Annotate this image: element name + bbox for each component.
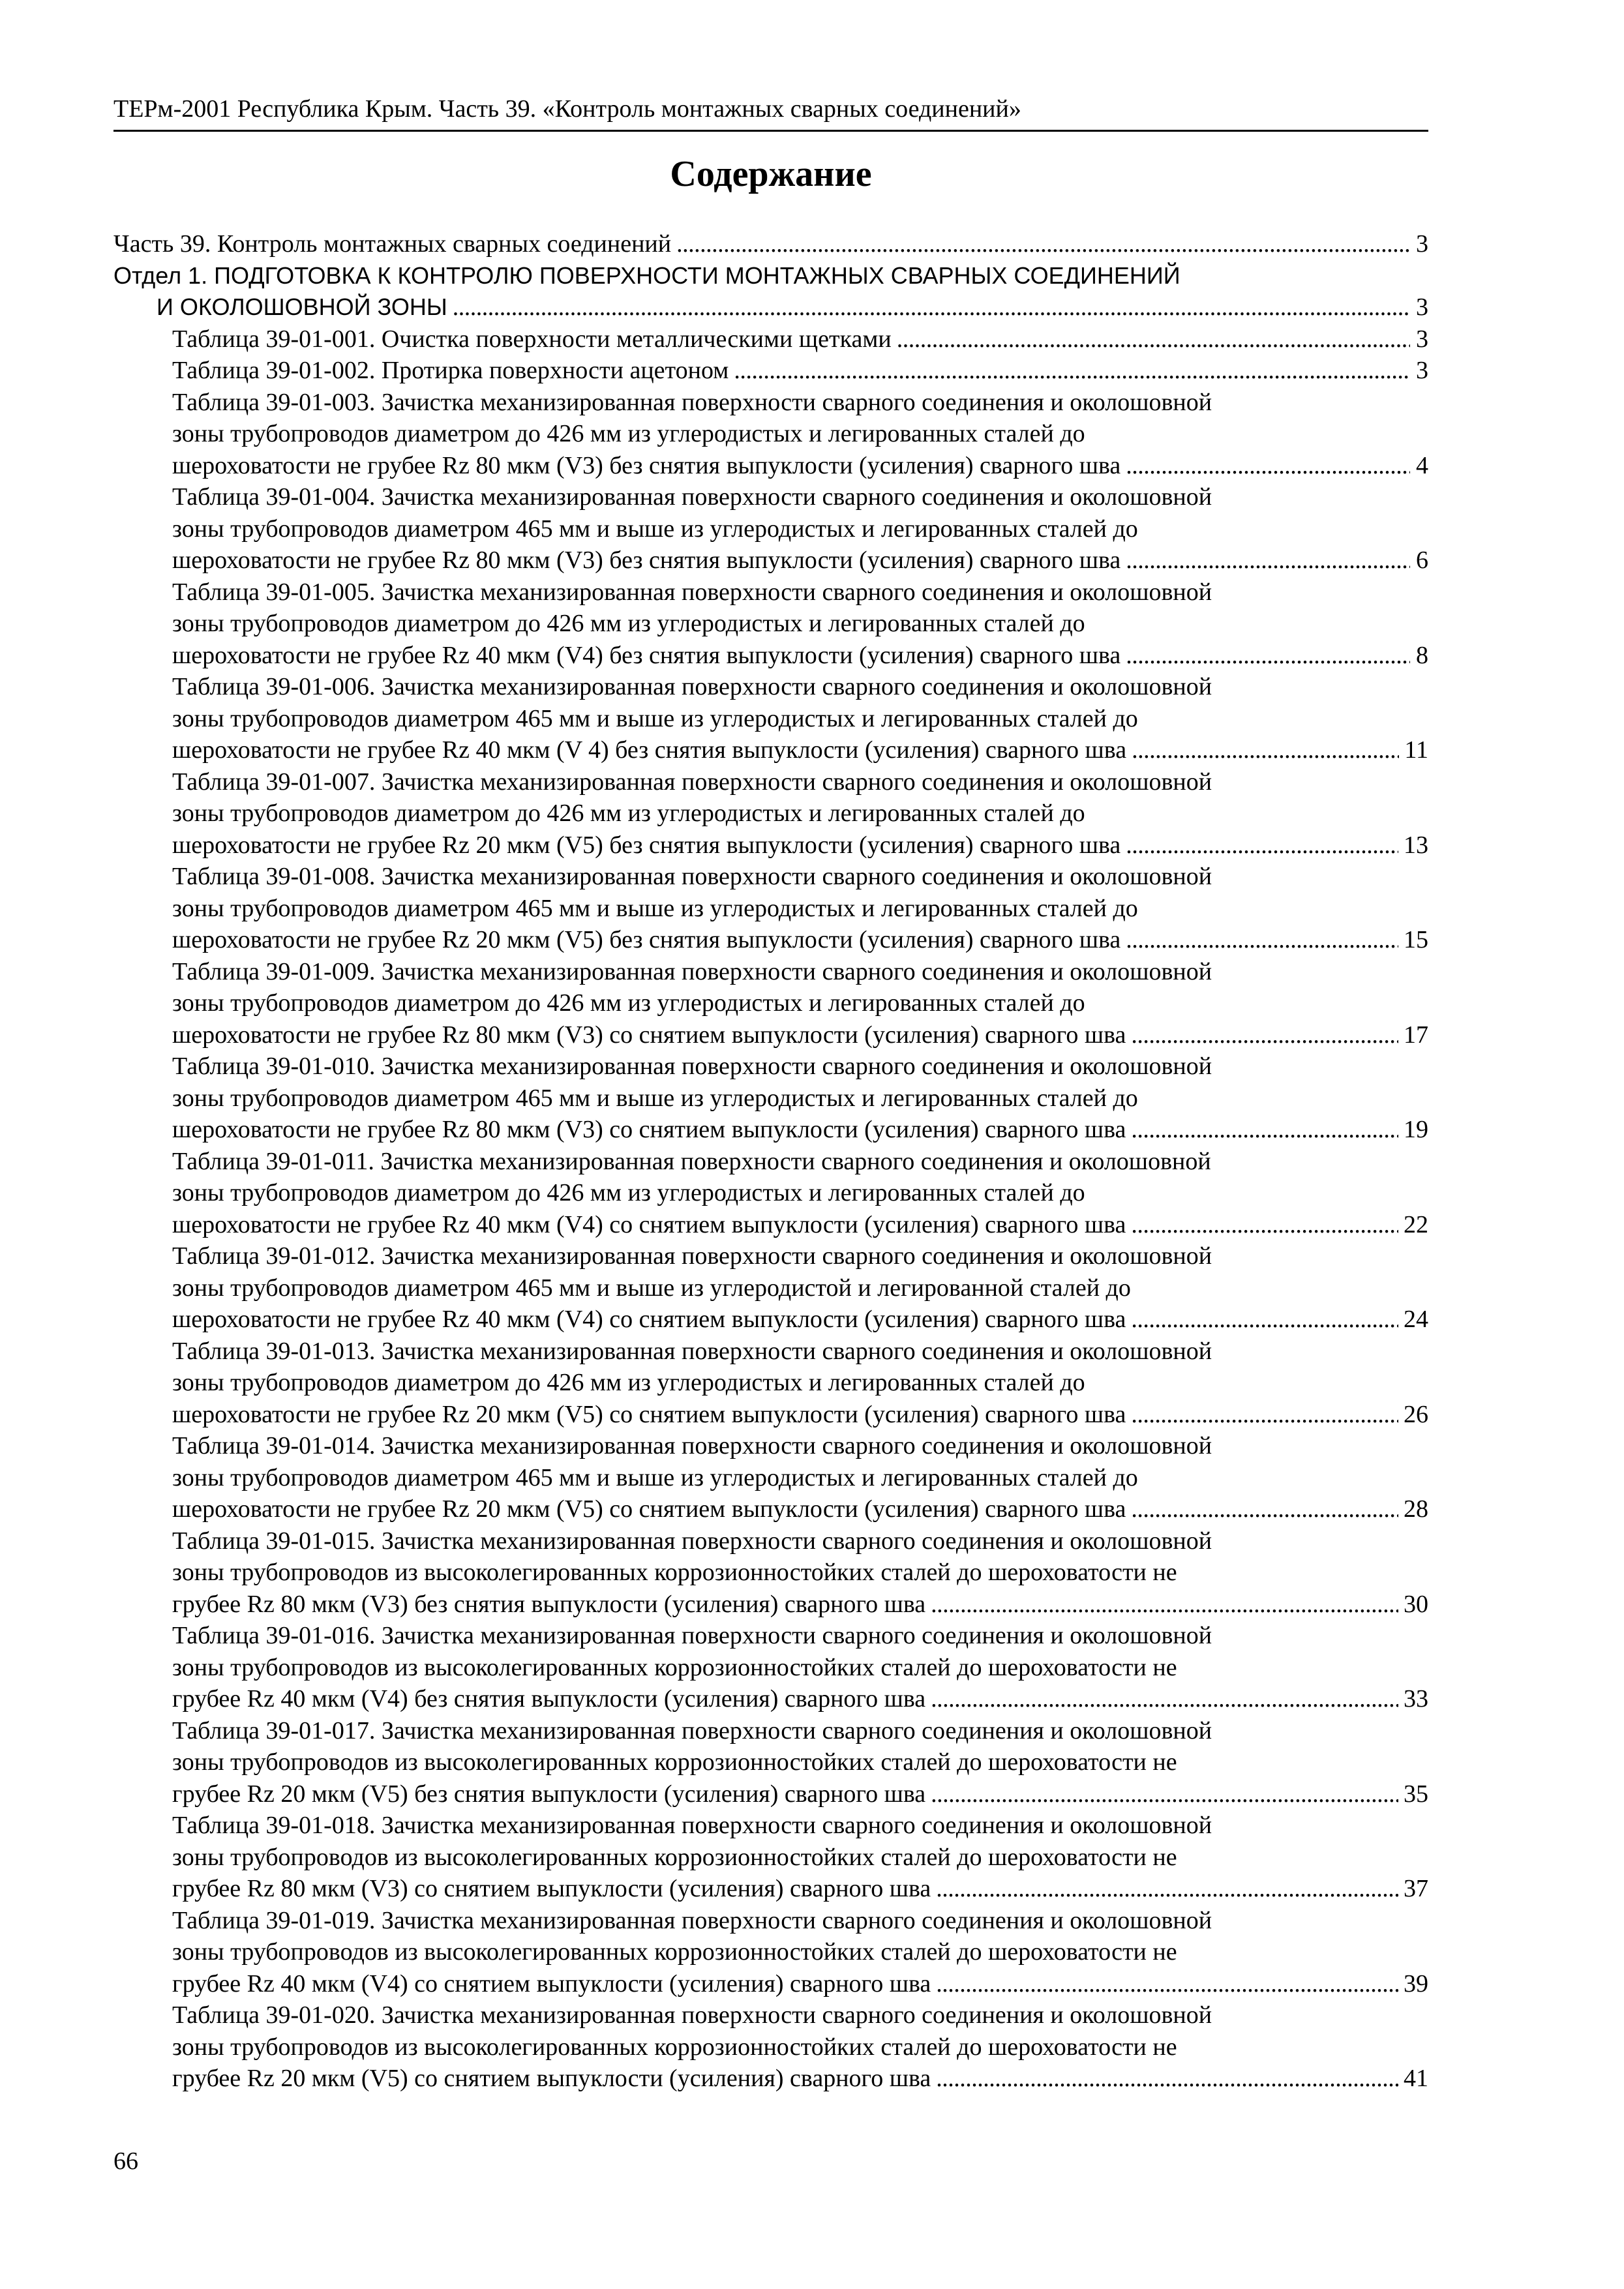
- toc-entry-text: зоны трубопроводов диаметром 465 мм и выше из углеродистой и легированной сталей до: [172, 1274, 1131, 1302]
- toc-entry[interactable]: [113, 1525, 1428, 1621]
- running-header: ТЕРм-2001 Республика Крым. Часть 39. «Контроль монтажных сварных соединений»: [113, 95, 1021, 123]
- toc-entry[interactable]: [113, 1051, 1428, 1146]
- toc-entry-text: зоны трубопроводов диаметром 465 мм и выше из углеродистых и легированных сталей до: [172, 894, 1138, 922]
- toc-entry[interactable]: [113, 1336, 1428, 1431]
- toc-entry-text: зоны трубопроводов диаметром до 426 мм из углеродистых и легированных сталей до: [172, 1179, 1085, 1206]
- toc-page-number: 22: [1404, 1210, 1428, 1238]
- toc-page-number: 24: [1404, 1306, 1428, 1333]
- table-of-contents: [113, 228, 1428, 2095]
- toc-entry-text: Таблица 39-01-002. Протирка поверхности ацетоном: [172, 357, 729, 384]
- toc-entry-text: Таблица 39-01-010. Зачистка механизированная поверхности сварного соединения и околошовной: [172, 1053, 1212, 1080]
- toc-entry-text: Таблица 39-01-016. Зачистка механизированная поверхности сварного соединения и околошовной: [172, 1622, 1212, 1649]
- toc-entry[interactable]: [113, 387, 1428, 482]
- toc-leader-dots: [936, 2063, 1398, 2095]
- toc-entry-text: Таблица 39-01-014. Зачистка механизированная поверхности сварного соединения и околошовной: [172, 1432, 1212, 1459]
- toc-entry-text: зоны трубопроводов из высоколегированных коррозионностойких сталей до шероховатости не: [172, 1748, 1177, 1776]
- toc-entry-text: Таблица 39-01-006. Зачистка механизированная поверхности сварного соединения и околошовной: [172, 673, 1212, 700]
- toc-page-number: 28: [1404, 1495, 1428, 1523]
- toc-entry-text: зоны трубопроводов диаметром до 426 мм из углеродистых и легированных сталей до: [172, 610, 1085, 637]
- toc-entry-text: грубее Rz 40 мкм (V4) без снятия выпуклости (усиления) сварного шва: [172, 1685, 926, 1713]
- toc-entry-text: грубее Rz 20 мкм (V5) без снятия выпуклости (усиления) сварного шва: [172, 1780, 926, 1808]
- toc-entry-text: шероховатости не грубее Rz 20 мкм (V5) без снятия выпуклости (усиления) сварного шва: [172, 831, 1121, 859]
- toc-leader-dots: [1131, 1399, 1398, 1431]
- header-rule: [113, 130, 1428, 132]
- toc-entry-text: зоны трубопроводов диаметром 465 мм и выше из углеродистых и легированных сталей до: [172, 704, 1138, 732]
- toc-page-number: 11: [1404, 736, 1428, 764]
- toc-entry-text: грубее Rz 20 мкм (V5) со снятием выпуклости (усиления) сварного шва: [172, 2065, 931, 2092]
- toc-entry-text: зоны трубопроводов диаметром 465 мм и выше из углеродистых и легированных сталей до: [172, 515, 1138, 543]
- toc-entry-text: шероховатости не грубее Rz 40 мкм (V4) со снятием выпуклости (усиления) сварного шва: [172, 1306, 1126, 1333]
- toc-leader-dots: [1131, 1304, 1398, 1336]
- toc-leader-dots: [1131, 1493, 1398, 1525]
- toc-entry-text: шероховатости не грубее Rz 80 мкм (V3) без снятия выпуклости (усиления) сварного шва: [172, 546, 1121, 574]
- toc-page-number: 17: [1404, 1021, 1428, 1049]
- toc-entry-text: Таблица 39-01-018. Зачистка механизированная поверхности сварного соединения и околошовной: [172, 1812, 1212, 1839]
- toc-entry[interactable]: [113, 1240, 1428, 1336]
- toc-entry-text: шероховатости не грубее Rz 80 мкм (V3) со снятием выпуклости (усиления) сварного шва: [172, 1116, 1126, 1143]
- toc-entry-text: зоны трубопроводов из высоколегированных коррозионностойких сталей до шероховатости не: [172, 1653, 1177, 1681]
- toc-entry[interactable]: [113, 228, 1428, 260]
- toc-entry-text: грубее Rz 40 мкм (V4) со снятием выпуклости (усиления) сварного шва: [172, 1969, 931, 1997]
- toc-leader-dots: [1126, 545, 1410, 576]
- toc-page-number: 37: [1404, 1875, 1428, 1902]
- toc-entry-text: Таблица 39-01-003. Зачистка механизированная поверхности сварного соединения и околошовной: [172, 388, 1212, 416]
- toc-entry-text: Таблица 39-01-004. Зачистка механизированная поверхности сварного соединения и околошовной: [172, 483, 1212, 511]
- toc-entry-text: зоны трубопроводов диаметром до 426 мм из углеродистых и легированных сталей до: [172, 420, 1085, 447]
- toc-entry[interactable]: [113, 861, 1428, 956]
- toc-entry-text: Таблица 39-01-012. Зачистка механизированная поверхности сварного соединения и околошовной: [172, 1242, 1212, 1270]
- toc-entry-text: Таблица 39-01-013. Зачистка механизированная поверхности сварного соединения и околошовной: [172, 1337, 1212, 1365]
- toc-entry-text: Таблица 39-01-009. Зачистка механизированная поверхности сварного соединения и околошовной: [172, 957, 1212, 985]
- toc-page-number: 3: [1416, 230, 1428, 258]
- page-title: Содержание: [670, 154, 872, 194]
- toc-page-number: 30: [1404, 1590, 1428, 1618]
- toc-entry-text: Таблица 39-01-015. Зачистка механизированная поверхности сварного соединения и околошовной: [172, 1527, 1212, 1555]
- toc-entry-text: зоны трубопроводов диаметром до 426 мм из углеродистых и легированных сталей до: [172, 800, 1085, 827]
- toc-page-number: 3: [1416, 357, 1428, 384]
- toc-entry-text: Таблица 39-01-008. Зачистка механизированная поверхности сварного соединения и околошовной: [172, 863, 1212, 890]
- toc-entry-text: шероховатости не грубее Rz 20 мкм (V5) без снятия выпуклости (усиления) сварного шва: [172, 926, 1121, 953]
- toc-page-number: 39: [1404, 1969, 1428, 1997]
- toc-entry-text: зоны трубопроводов диаметром 465 мм и выше из углеродистых и легированных сталей до: [172, 1463, 1138, 1491]
- toc-entry-text: шероховатости не грубее Rz 20 мкм (V5) со снятием выпуклости (усиления) сварного шва: [172, 1400, 1126, 1428]
- toc-page-number: 41: [1404, 2065, 1428, 2092]
- toc-entry-text: шероховатости не грубее Rz 80 мкм (V3) без снятия выпуклости (усиления) сварного шва: [172, 451, 1121, 479]
- toc-leader-dots: [1126, 450, 1410, 482]
- toc-entry[interactable]: [113, 956, 1428, 1051]
- toc-page-number: 3: [1416, 325, 1428, 353]
- toc-leader-dots: [1126, 640, 1410, 672]
- toc-entry-text: зоны трубопроводов из высоколегированных коррозионностойких сталей до шероховатости не: [172, 1938, 1177, 1966]
- toc-entry-text: зоны трубопроводов из высоколегированных коррозионностойких сталей до шероховатости не: [172, 1843, 1177, 1871]
- toc-entry-text: зоны трубопроводов диаметром до 426 мм из углеродистых и легированных сталей до: [172, 1369, 1085, 1396]
- toc-entry-text: Таблица 39-01-007. Зачистка механизированная поверхности сварного соединения и околошовной: [172, 768, 1212, 796]
- toc-entry-text: Таблица 39-01-020. Зачистка механизированная поверхности сварного соединения и околошовной: [172, 2001, 1212, 2029]
- toc-page-number: 6: [1416, 546, 1428, 574]
- toc-entry[interactable]: [113, 323, 1428, 355]
- toc-entry[interactable]: [113, 481, 1428, 576]
- toc-entry-text: Таблица 39-01-011. Зачистка механизированная поверхности сварного соединения и околошовной: [172, 1147, 1211, 1175]
- toc-entry[interactable]: [113, 260, 1428, 323]
- toc-leader-dots: [931, 1683, 1398, 1715]
- toc-leader-dots: [931, 1589, 1398, 1621]
- toc-leader-dots: [897, 323, 1410, 355]
- toc-page-number: 35: [1404, 1780, 1428, 1808]
- toc-leader-dots: [734, 355, 1410, 387]
- toc-entry-text: грубее Rz 80 мкм (V3) без снятия выпуклости (усиления) сварного шва: [172, 1590, 926, 1618]
- toc-entry-text: Таблица 39-01-001. Очистка поверхности металлическими щетками: [172, 325, 892, 353]
- toc-entry-text: шероховатости не грубее Rz 40 мкм (V 4) без снятия выпуклости (усиления) сварного шва: [172, 736, 1127, 764]
- toc-entry[interactable]: [113, 1810, 1428, 1905]
- toc-leader-dots: [936, 1968, 1398, 2000]
- toc-leader-dots: [676, 228, 1410, 260]
- toc-entry[interactable]: [113, 355, 1428, 387]
- toc-entry-text: грубее Rz 80 мкм (V3) со снятием выпуклости (усиления) сварного шва: [172, 1875, 931, 1902]
- toc-page-number: 3: [1416, 293, 1428, 321]
- toc-entry-text: И ОКОЛОШОВНОЙ ЗОНЫ: [157, 293, 447, 320]
- toc-page-number: 15: [1404, 926, 1428, 953]
- toc-leader-dots: [1131, 1209, 1398, 1241]
- toc-entry[interactable]: [113, 576, 1428, 672]
- toc-page-number: 13: [1404, 831, 1428, 859]
- toc-entry-text: шероховатости не грубее Rz 20 мкм (V5) со снятием выпуклости (усиления) сварного шва: [172, 1495, 1126, 1523]
- toc-entry[interactable]: [113, 1715, 1428, 1810]
- toc-entry[interactable]: [113, 1620, 1428, 1715]
- toc-entry-text: зоны трубопроводов диаметром 465 мм и выше из углеродистых и легированных сталей до: [172, 1084, 1138, 1112]
- toc-page-number: 19: [1404, 1116, 1428, 1143]
- toc-page-number: 4: [1416, 451, 1428, 479]
- toc-entry[interactable]: [113, 1430, 1428, 1525]
- toc-leader-dots: [936, 1873, 1398, 1905]
- toc-entry-text: зоны трубопроводов из высоколегированных коррозионностойких сталей до шероховатости не: [172, 1559, 1177, 1586]
- toc-page-number: 33: [1404, 1685, 1428, 1713]
- toc-entry-text: Таблица 39-01-005. Зачистка механизированная поверхности сварного соединения и околошовной: [172, 578, 1212, 606]
- toc-leader-dots: [1131, 1019, 1398, 1051]
- page-number: 66: [113, 2147, 138, 2175]
- toc-entry-text: шероховатости не грубее Rz 40 мкм (V4) со снятием выпуклости (усиления) сварного шва: [172, 1210, 1126, 1238]
- toc-entry[interactable]: [113, 766, 1428, 861]
- toc-entry-text: Таблица 39-01-019. Зачистка механизированная поверхности сварного соединения и околошовной: [172, 1906, 1212, 1934]
- toc-entry-text: шероховатости не грубее Rz 80 мкм (V3) со снятием выпуклости (усиления) сварного шва: [172, 1021, 1126, 1049]
- toc-entry[interactable]: [113, 1999, 1428, 2095]
- toc-leader-dots: [1131, 1114, 1398, 1146]
- toc-page-number: 8: [1416, 641, 1428, 669]
- toc-page-number: 26: [1404, 1400, 1428, 1428]
- toc-entry[interactable]: [113, 671, 1428, 766]
- toc-entry-text: зоны трубопроводов из высоколегированных коррозионностойких сталей до шероховатости не: [172, 2033, 1177, 2061]
- toc-leader-dots: [931, 1778, 1398, 1810]
- toc-entry[interactable]: [113, 1146, 1428, 1241]
- toc-entry-text: шероховатости не грубее Rz 40 мкм (V4) без снятия выпуклости (усиления) сварного шва: [172, 641, 1121, 669]
- toc-leader-dots: [1126, 924, 1398, 956]
- toc-entry-text: Часть 39. Контроль монтажных сварных соединений: [113, 230, 672, 258]
- toc-entry-text: Таблица 39-01-017. Зачистка механизированная поверхности сварного соединения и околошовной: [172, 1716, 1212, 1744]
- toc-entry-text: зоны трубопроводов диаметром до 426 мм из углеродистых и легированных сталей до: [172, 989, 1085, 1017]
- toc-entry[interactable]: [113, 1905, 1428, 2000]
- toc-leader-dots: [1132, 734, 1399, 766]
- toc-leader-dots: [453, 292, 1410, 323]
- toc-leader-dots: [1126, 830, 1398, 861]
- toc-entry-text: Отдел 1. ПОДГОТОВКА К КОНТРОЛЮ ПОВЕРХНОСТИ МОНТАЖНЫХ СВАРНЫХ СОЕДИНЕНИЙ: [113, 262, 1180, 289]
